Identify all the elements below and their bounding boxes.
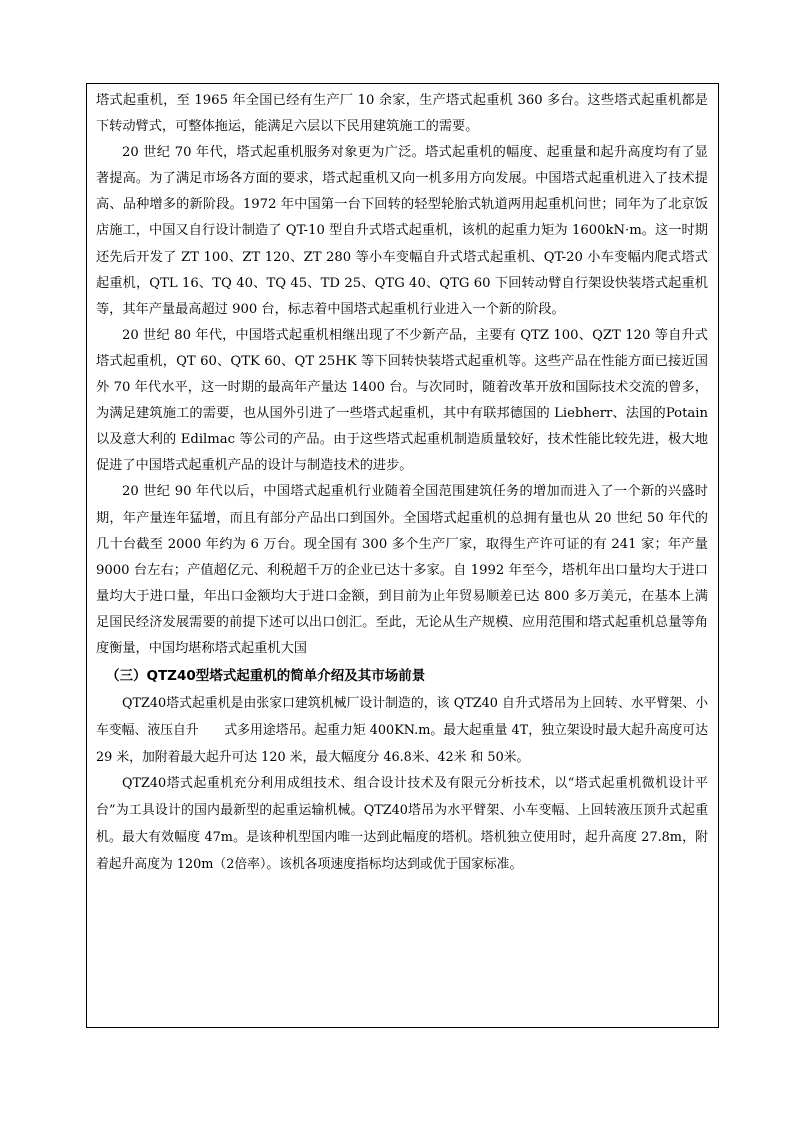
document-body xyxy=(96,88,708,879)
paragraph-1970s: 20 世纪 70 年代，塔式起重机服务对象更为广泛。塔式起重机的幅度、起重量和起升高度均有了显著提高。为了满足市场各方面的要求，塔式起重机又向一机多用方向发展。中国塔式起重机进入了技术提高、品种增多的新阶段。1972 年中国第一台下回转的轻型轮胎式轨道两用起重机问世；同年为了北京饭店施工，中国又自行设计制造了 QT-10 型自升式塔式起重机，该机的起重力矩为 1600kN·m。这一时期还先后开发了 ZT 100、ZT 120、ZT 280 等小车变幅自升式塔式起重机、QT-20 小车变幅内爬式塔式起重机，QTL 16、TQ 40、TQ 45、TD 25、QTG 40、QTG 60 下回转动臂自行架设快装塔式起重机等，其年产量最高超过 900 台，标志着中国塔式起重机行业进入一个新的阶段。 xyxy=(96,145,708,317)
section-heading: （三）QTZ40型塔式起重机的简单介绍及其市场前景 xyxy=(106,668,426,685)
paragraph-1990s: 20 世纪 90 年代以后，中国塔式起重机行业随着全国范围建筑任务的增加而进入了一个新的兴盛时期，年产量连年猛增，而且有部分产品出口到国外。全国塔式起重机的总拥有量也从 20 世纪 50 年代的几十台截至 2000 年约为 6 万台。现全国有 300 多个生产厂家，取得生产许可证的有 241 家；年产量 9000 台左右；产值超亿元、利税超千万的企业已达十多家。自 1992 年至今，塔机年出口量均大于进口量均大于进口量，年出口金额均大于进口金额，到目前为止年贸易顺差已达 800 多万美元，在基本上满足国民经济发展需要的前提下述可以出口创汇。至此，无论从生产规模、应用范围和塔式起重机总量等角度衡量，中国均堪称塔式起重机大国 xyxy=(96,484,708,656)
paragraph-qtz40-intro: QTZ40塔式起重机是由张家口建筑机械厂设计制造的，该 QTZ40 自升式塔吊为上回转、水平臂架、小车变幅、液压自升 式多用途塔吊。起重力矩 400KN.m。最大起重量 4T，独立架设时最大起升高度可达 29 米，加附着最大起升可达 120 米，最大幅度分 46.8米、42米 和 50米。 xyxy=(96,696,708,765)
paragraph-1980s: 20 世纪 80 年代，中国塔式起重机相继出现了不少新产品，主要有 QTZ 100、QZT 120 等自升式塔式起重机，QT 60、QTK 60、QT 25HK 等下回转快装塔式起重机等。这些产品在性能方面已接近国外 70 年代水平，这一时期的最高年产量达 1400 台。与次同时，随着改革开放和国际技术交流的曾多，为满足建筑施工的需要，也从国外引进了一些塔式起重机，其中有联邦德国的 Liebherr、法国的Potain 以及意大利的 Edilmac 等公司的产品。由于这些塔式起重机制造质量较好，技术性能比较先进，极大地促进了中国塔式起重机产品的设计与制造技术的进步。 xyxy=(96,327,708,474)
paragraph-history-1965: 塔式起重机，至 1965 年全国已经有生产厂 10 余家，生产塔式起重机 360 多台。这些塔式起重机都是下转动臂式，可整体拖运，能满足六层以下民用建筑施工的需要。 xyxy=(96,93,708,135)
paragraph-qtz40-technology: QTZ40塔式起重机充分利用成组技术、组合设计技术及有限元分析技术，以“塔式起重机微机设计平台”为工具设计的国内最新型的起重运输机械。QTZ40塔吊为水平臂架、小车变幅、上回转液压顶升式起重机。最大有效幅度 47m。是该种机型国内唯一达到此幅度的塔机。塔机独立使用时，起升高度 27.8m，附着起升高度为 120m（2倍率）。该机各项速度指标均达到或优于国家标准。 xyxy=(96,776,708,872)
